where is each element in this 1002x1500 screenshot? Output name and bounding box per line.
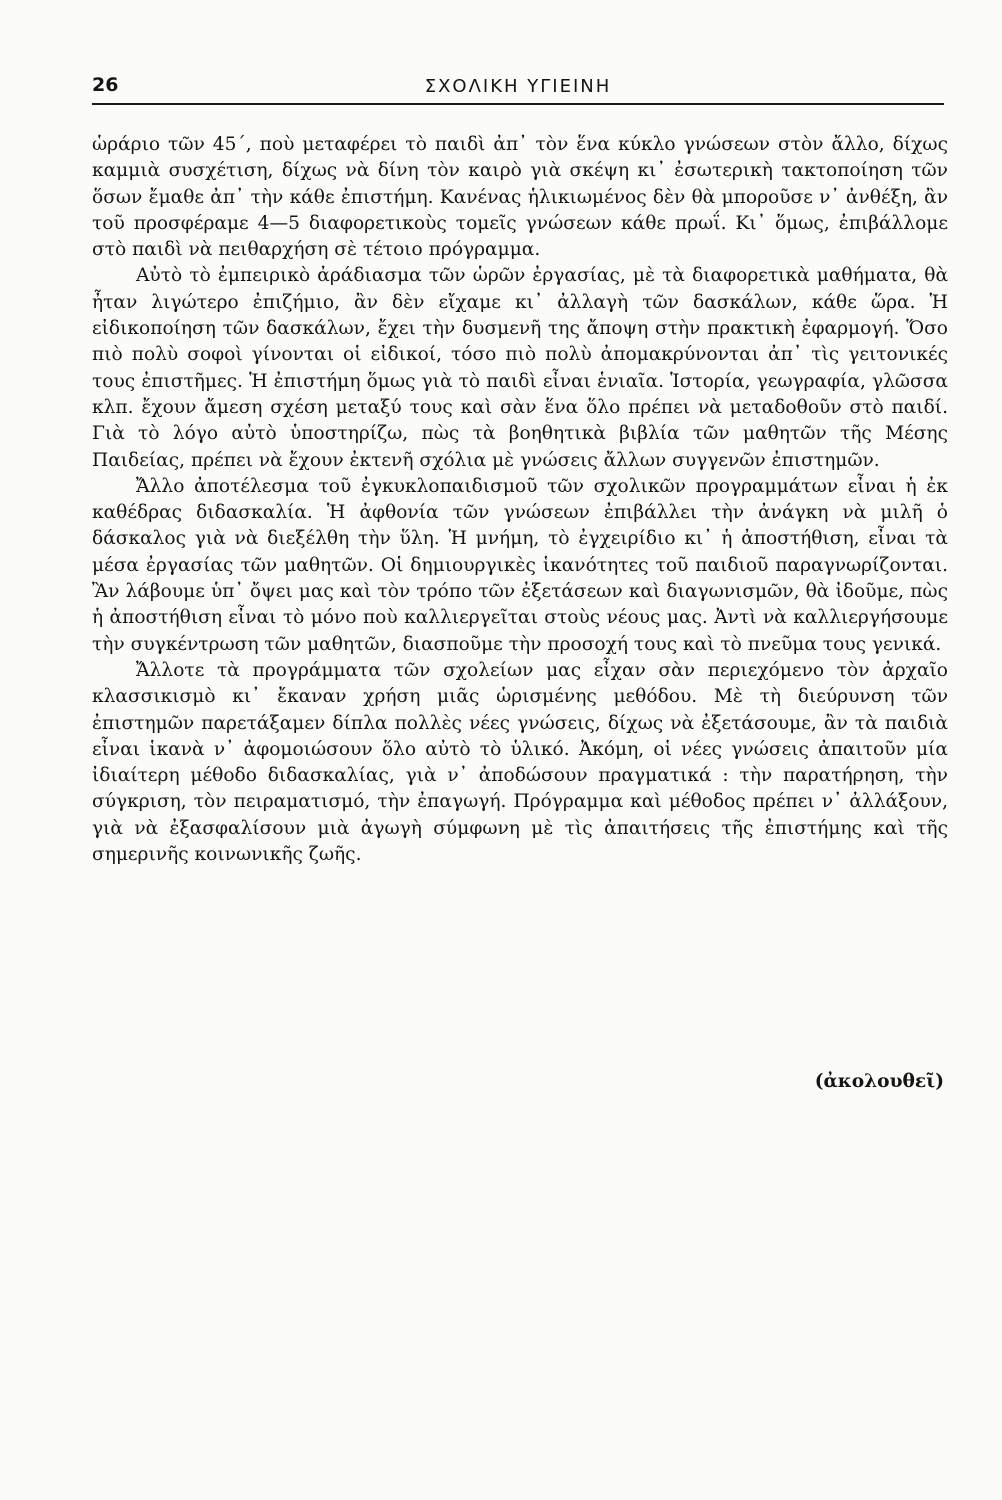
page-number: 26 — [92, 74, 119, 96]
article-body — [92, 132, 948, 868]
header-rule — [92, 103, 944, 105]
paragraph-2: Αὐτὸ τὸ ἐμπειρικὸ ἀράδιασμα τῶν ὡρῶν ἐργασίας, μὲ τὰ διαφορετικὰ μαθήματα, θὰ ἦταν λιγώτερο ἐπιζήμιο, ἂν δὲν εἴχαμε κι᾽ ἀλλαγὴ τῶν δασκάλων, κάθε ὥρα. Ἡ εἰδικοποίηση τῶν δασκάλων, ἔχει τὴν δυσμενῆ της ἄποψη στὴν πρακτικὴ ἐφαρμογή. Ὅσο πιὸ πολὺ σοφοὶ γίνονται οἱ εἰδικοί, τόσο πιὸ πολὺ ἀπομακρύνονται ἀπ᾽ τὶς γειτονικές τους ἐπιστῆμες. Ἡ ἐπιστήμη ὅμως γιὰ τὸ παιδὶ εἶναι ἑνιαῖα. Ἱστορία, γεωγραφία, γλῶσσα κλπ. ἔχουν ἄμεση σχέση μεταξύ τους καὶ σὰν ἕνα ὅλο πρέπει νὰ μεταδοθοῦν στὸ παιδί. Γιὰ τὸ λόγο αὐτὸ ὑποστηρίζω, πὼς τὰ βοηθητικὰ βιβλία τῶν μαθητῶν τῆς Μέσης Παιδείας, πρέπει νὰ ἔχουν ἐκτενῆ σχόλια μὲ γνώσεις ἄλλων συγγενῶν ἐπιστημῶν. — [92, 265, 948, 471]
continued-note: (ἀκολουθεῖ) — [814, 1071, 944, 1092]
running-title: ΣΧΟΛΙΚΗ ΥΓΙΕΙΝΗ — [424, 76, 612, 97]
paragraph-4: Ἄλλοτε τὰ προγράμματα τῶν σχολείων μας εἶχαν σὰν περιεχόμενο τὸν ἀρχαῖο κλασσικισμὸ κι᾽ ἔκαναν χρήση μιᾶς ὡρισμένης μεθόδου. Μὲ τὴ διεύρυνση τῶν ἐπιστημῶν παρετάξαμεν δίπλα πολλὲς νέες γνώσεις, δίχως νὰ ἐξετάσουμε, ἂν τὰ παιδιὰ εἶναι ἱκανὰ ν᾽ ἀφομοιώσουν ὅλο αὐτὸ τὸ ὑλικό. Ἀκόμη, οἱ νέες γνώσεις ἀπαιτοῦν μία ἰδιαίτερη μέθοδο διδασκαλίας, γιὰ ν᾽ ἀποδώσουν πραγματικά : τὴν παρατήρηση, τὴν σύγκριση, τὸν πειραματισμό, τὴν ἐπαγωγή. Πρόγραμμα καὶ μέθοδος πρέπει ν᾽ ἀλλάξουν, γιὰ νὰ ἐξασφαλίσουν μιὰ ἀγωγὴ σύμφωνη μὲ τὶς ἀπαιτήσεις τῆς ἐπιστήμης καὶ τῆς σημερινῆς κοινωνικῆς ζωῆς. — [92, 659, 948, 866]
paragraph-3: Ἄλλο ἀποτέλεσμα τοῦ ἐγκυκλοπαιδισμοῦ τῶν σχολικῶν προγραμμάτων εἶναι ἡ ἐκ καθέδρας διδασκαλία. Ἡ ἀφθονία τῶν γνώσεων ἐπιβάλλει τὴν ἀνάγκη νὰ μιλῆ ὁ δάσκαλος γιὰ νὰ διεξέλθη τὴν ὕλη. Ἡ μνήμη, τὸ ἐγχειρίδιο κι᾽ ἡ ἀποστήθιση, εἶναι τὰ μέσα ἐργασίας τῶν μαθητῶν. Οἱ δημιουργικὲς ἱκανότητες τοῦ παιδιοῦ παραγνωρίζονται. Ἂν λάβουμε ὑπ᾽ ὄψει μας καὶ τὸν τρόπο τῶν ἐξετάσεων καὶ διαγωνισμῶν, θὰ ἰδοῦμε, πὼς ἡ ἀποστήθιση εἶναι τὸ μόνο ποὺ καλλιεργεῖται στοὺς νέους μας. Ἀντὶ νὰ καλλιεργήσουμε τὴν συγκέντρωση τῶν μαθητῶν, διασποῦμε τὴν προσοχή τους καὶ τὸ πνεῦμα τους γενικά. — [92, 475, 948, 655]
page-header — [92, 72, 944, 102]
paragraph-1: ὡράριο τῶν 45΄, ποὺ μεταφέρει τὸ παιδὶ ἀπ᾽ τὸν ἕνα κύκλο γνώσεων στὸν ἄλλο, δίχως καμμιὰ συσχέτιση, δίχως νὰ δίνη τὸν καιρὸ γιὰ σκέψη κι᾽ ἐσωτερικὴ τακτοποίηση τῶν ὅσων ἔμαθε ἀπ᾽ τὴν κάθε ἐπιστήμη. Κανένας ἡλικιωμένος δὲν θὰ μποροῦσε ν᾽ ἀνθέξη, ἂν τοῦ προσφέραμε 4—5 διαφορετικοὺς τομεῖς γνώσεων κάθε πρωΐ. Κι᾽ ὅμως, ἐπιβάλλομε στὸ παιδὶ νὰ πειθαρχήση σὲ τέτοιο πρόγραμμα. — [92, 134, 948, 261]
